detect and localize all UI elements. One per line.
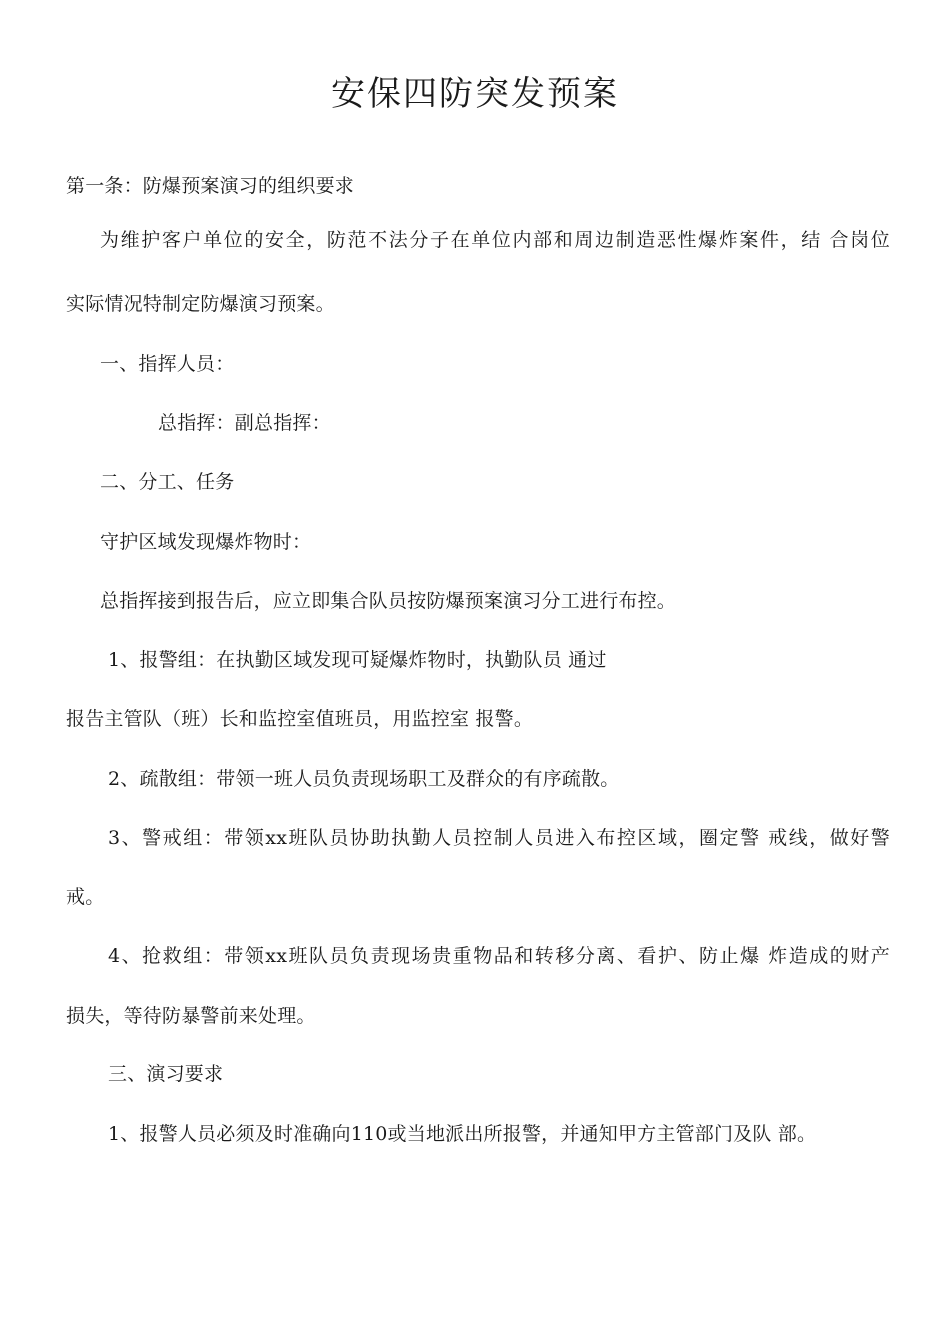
item-1-line-2: 报告主管队（班）长和监控室值班员，用监控室 报警。: [66, 708, 534, 730]
item-3-line-1: 3、警戒组：带领xx班队员协助执勤人员控制人员进入布控区域，圈定警 戒线，做好警: [108, 827, 890, 849]
commanders-line: 总指挥：副总指挥：: [158, 412, 331, 434]
intro-paragraph-line-1: 为维护客户单位的安全，防范不法分子在单位内部和周边制造恶性爆炸案件，结 合岗位: [100, 229, 890, 251]
item-2-line: 2、疏散组：带领一班人员负责现场职工及群众的有序疏散。: [108, 768, 620, 790]
commander-action-line: 总指挥接到报告后，应立即集合队员按防爆预案演习分工进行布控。: [100, 590, 677, 612]
section-heading-commanders: 一、指挥人员：: [100, 353, 235, 375]
discovery-line: 守护区域发现爆炸物时：: [100, 531, 312, 553]
requirement-1-line: 1、报警人员必须及时准确向110或当地派出所报警，并通知甲方主管部门及队 部。: [108, 1123, 817, 1145]
item-4-line-1: 4、抢救组：带领xx班队员负责现场贵重物品和转移分离、看护、防止爆 炸造成的财产: [108, 945, 890, 967]
document-title: 安保四防突发预案: [331, 74, 619, 114]
item-3-line-2: 戒。: [66, 886, 105, 908]
intro-paragraph-line-2: 实际情况特制定防爆演习预案。: [66, 293, 335, 315]
article-heading: 第一条：防爆预案演习的组织要求: [66, 175, 355, 197]
section-heading-division: 二、分工、任务: [100, 471, 235, 493]
item-1-line-1: 1、报警组：在执勤区域发现可疑爆炸物时，执勤队员 通过: [108, 649, 607, 671]
section-heading-requirements: 三、演习要求: [108, 1063, 224, 1085]
item-4-line-2: 损失，等待防暴警前来处理。: [66, 1005, 316, 1027]
